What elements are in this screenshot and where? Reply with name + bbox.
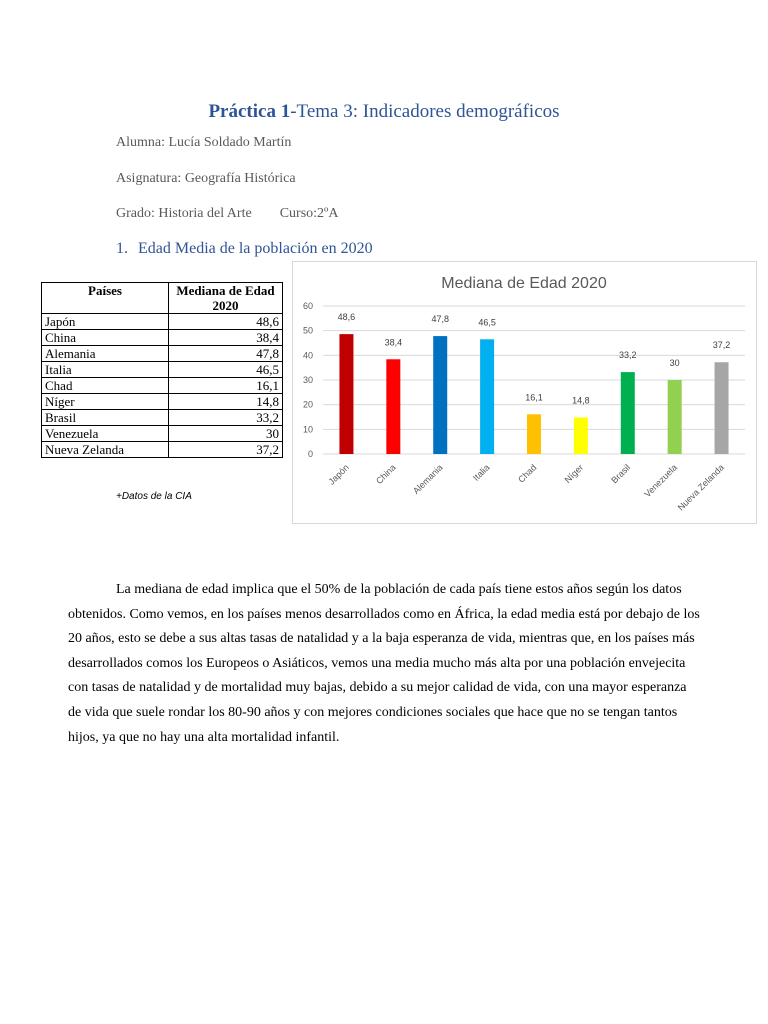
- degree-course-line: [116, 206, 338, 222]
- table-row: [42, 394, 283, 410]
- country-cell: Níger: [42, 394, 169, 410]
- bar: [339, 334, 353, 454]
- bar: [621, 372, 635, 454]
- page-title: [0, 101, 768, 123]
- x-tick-label: Brasil: [609, 462, 633, 486]
- subject-line: Asignatura: Geografía Histórica: [116, 171, 296, 186]
- country-cell: Chad: [42, 378, 169, 394]
- bar-value-label: 46,5: [478, 317, 496, 328]
- country-cell: Venezuela: [42, 426, 169, 442]
- bar-value-label: 37,2: [712, 340, 731, 351]
- value-cell: 33,2: [169, 410, 283, 426]
- section-number: 1.: [116, 240, 128, 257]
- value-cell: 38,4: [169, 330, 283, 346]
- title-bold: Práctica 1: [208, 101, 291, 122]
- bar-value-label: 47,8: [431, 314, 449, 325]
- median-age-table: [41, 282, 283, 458]
- course-text: Curso:2ºA: [279, 206, 339, 221]
- value-cell: 37,2: [169, 442, 283, 458]
- x-tick-label: Venezuela: [642, 462, 680, 500]
- table-row: [42, 330, 283, 346]
- y-tick-label: 40: [302, 350, 313, 361]
- country-cell: Nueva Zelanda: [42, 442, 169, 458]
- median-age-chart: [292, 261, 757, 524]
- x-tick-label: Nueva Zelanda: [675, 462, 726, 513]
- value-cell: 14,8: [169, 394, 283, 410]
- table-row: [42, 346, 283, 362]
- body-paragraph: [68, 578, 701, 750]
- bar-value-label: 16,1: [525, 392, 543, 403]
- country-cell: China: [42, 330, 169, 346]
- y-tick-label: 20: [302, 399, 313, 410]
- bar: [574, 417, 588, 454]
- x-tick-label: Italia: [471, 462, 492, 483]
- header-median-age: Mediana de Edad 2020: [169, 283, 283, 314]
- x-tick-label: Alemania: [411, 462, 445, 496]
- bar: [386, 359, 400, 454]
- bar: [715, 362, 729, 454]
- table-row: [42, 362, 283, 378]
- y-tick-label: 10: [302, 424, 313, 435]
- bar: [668, 380, 682, 454]
- x-tick-label: China: [374, 462, 398, 487]
- x-tick-label: Chad: [516, 462, 539, 485]
- degree-text: Grado: Historia del Arte: [116, 206, 252, 221]
- table-header-row: [42, 283, 283, 314]
- bar-value-label: 48,6: [337, 312, 356, 323]
- y-tick-label: 0: [307, 449, 313, 459]
- country-cell: Italia: [42, 362, 169, 378]
- bar-value-label: 14,8: [572, 395, 590, 406]
- student-name: Alumna: Lucía Soldado Martín: [116, 135, 292, 150]
- bar: [433, 336, 447, 454]
- y-tick-label: 60: [302, 301, 313, 311]
- country-cell: Brasil: [42, 410, 169, 426]
- y-tick-label: 30: [302, 375, 313, 385]
- country-cell: Alemania: [42, 346, 169, 362]
- bar-value-label: 33,2: [619, 350, 637, 361]
- value-cell: 47,8: [169, 346, 283, 362]
- section-heading: [116, 240, 373, 258]
- header-countries: Países: [42, 283, 169, 314]
- table-row: [42, 426, 283, 442]
- chart-title: Mediana de Edad 2020: [441, 275, 607, 292]
- paragraph-text: La mediana de edad implica que el 50% de la población de cada país tiene estos años según los datos obtenidos. Como vemos, en los países menos desarrollados como en África, la edad media está por debajo de los 20 años, esto se debe a sus altas tasas de natalidad y a la baja esperanza de vida, mientras que, en los países más desarrollados comos los Europeos o Asiáticos, vemos una media mucho más alta por una población envejecita con tasas de natalidad y de mortalidad muy bajas, debido a su mejor calidad de vida, con una mayor esperanza de vida que suele rondar los 80-90 años y con mejores condiciones sociales que hace que no se tengan tantos hijos, ya que no hay una alta mortalidad infantil.: [68, 582, 700, 745]
- bar-value-label: 30: [669, 358, 680, 368]
- value-cell: 30: [169, 426, 283, 442]
- table-row: [42, 378, 283, 394]
- title-rest: -Tema 3: Indicadores demográficos: [290, 101, 560, 122]
- value-cell: 48,6: [169, 314, 283, 330]
- value-cell: 16,1: [169, 378, 283, 394]
- source-note: +Datos de la CIA: [116, 491, 192, 502]
- table-row: [42, 410, 283, 426]
- table-row: [42, 442, 283, 458]
- country-cell: Japón: [42, 314, 169, 330]
- value-cell: 46,5: [169, 362, 283, 378]
- section-title: Edad Media de la población en 2020: [138, 240, 373, 257]
- bar: [480, 339, 494, 454]
- x-tick-label: Japón: [326, 462, 351, 487]
- y-tick-label: 50: [302, 325, 313, 336]
- bar: [527, 414, 541, 454]
- bar-value-label: 38,4: [384, 337, 403, 348]
- chart-svg: [293, 262, 756, 523]
- table-row: [42, 314, 283, 330]
- x-tick-label: Níger: [562, 462, 586, 485]
